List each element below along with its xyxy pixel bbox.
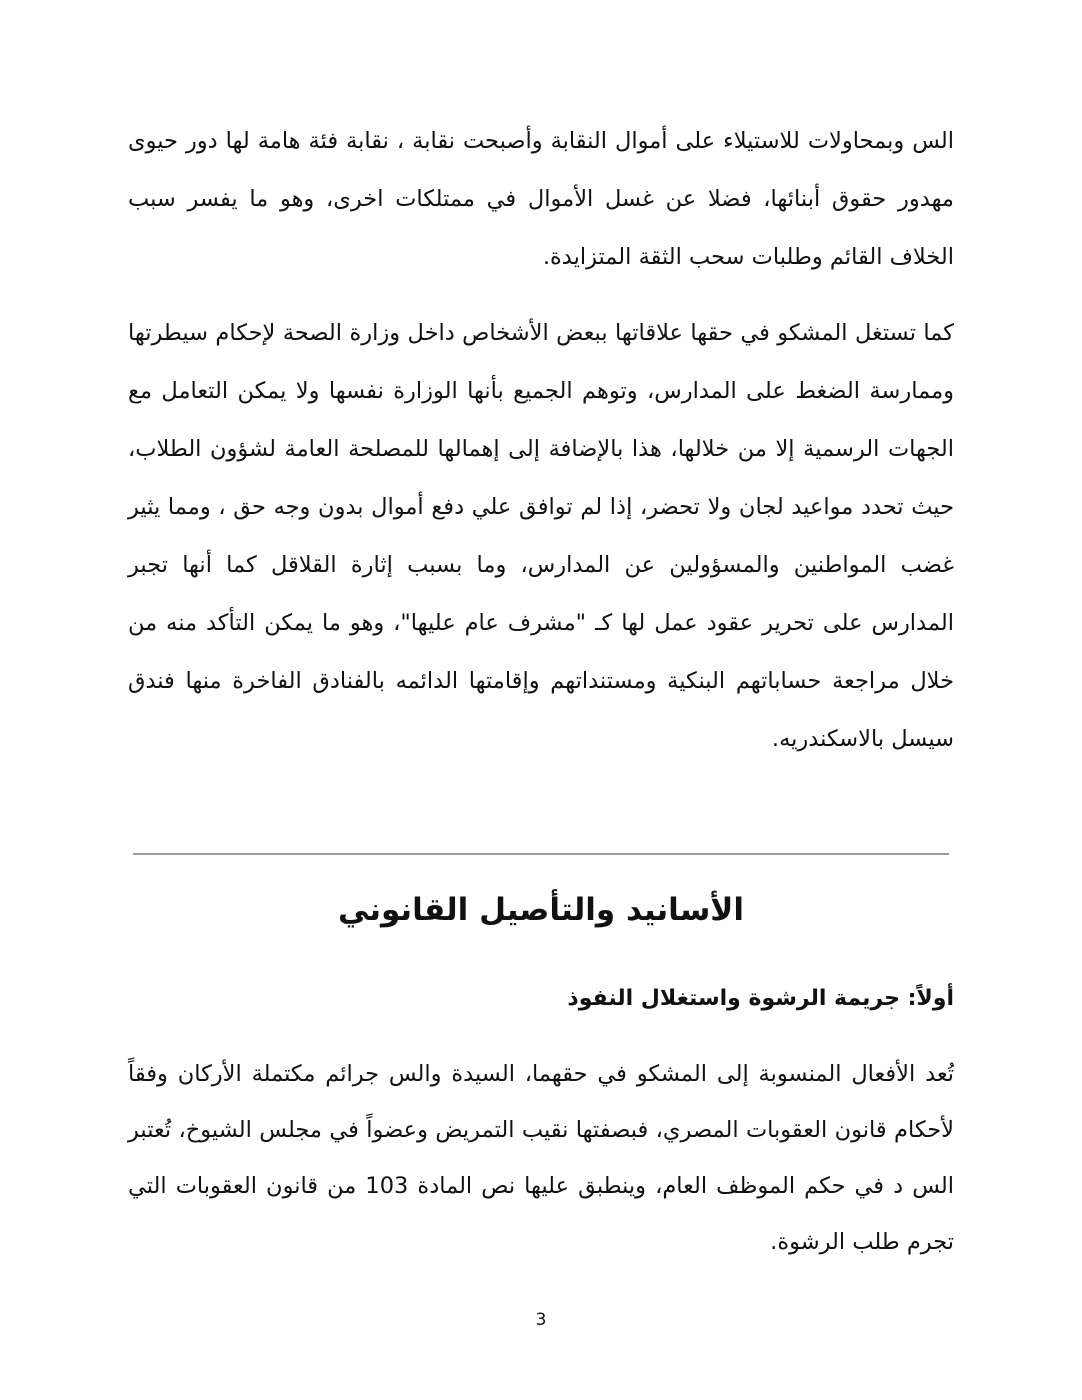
document-body <box>128 112 954 768</box>
section-body <box>128 1046 954 1270</box>
page-number: 3 <box>535 1310 547 1330</box>
section-title: الأسانيد والتأصيل القانوني <box>337 892 745 928</box>
paragraph-2: كما تستغل المشكو في حقها علاقاتها ببعض الأشخاص داخل وزارة الصحة لإحكام سيطرتها وممارسة الضغط على المدارس، وتوهم الجميع بأنها الوزارة نفسها ولا يمكن التعامل مع الجهات الرسمية إلا من خلالها، هذا بالإضافة إلى إهمالها للمصلحة العامة لشؤون الطلاب، حيث تحدد مواعيد لجان ولا تحضر، إذا لم توافق علي دفع أموال بدون وجه حق ، ومما يثير غضب المواطنين والمسؤولين عن المدارس، وما بسبب إثارة القلاقل كما أنها تجبر المدارس على تحرير عقود عمل لها كـ "مشرف عام عليها"، وهو ما يمكن التأكد منه من خلال مراجعة حساباتهم البنكية ومستنداتهم وإقامتها الدائمه بالفنادق الفاخرة منها فندق سيسل بالاسكندريه. <box>128 320 954 752</box>
section-subtitle: أولاً: جريمة الرشوة واستغلال النفوذ <box>567 986 954 1011</box>
section-paragraph: تُعد الأفعال المنسوبة إلى المشكو في حقهما، السيدة والس جرائم مكتملة الأركان وفقاً لأحكام قانون العقوبات المصري، فبصفتها نقيب التمريض وعضواً في مجلس الشيوخ، تُعتبر الس د في حكم الموظف العام، وينطبق عليها نص المادة 103 من قانون العقوبات التي تجرم طلب الرشوة. <box>128 1061 954 1255</box>
paragraph-1: الس وبمحاولات للاستيلاء على أموال النقابة وأصبحت نقابة ، نقابة فئة هامة لها دور حيوى مهدور حقوق أبنائها، فضلا عن غسل الأموال في ممتلكات اخرى، وهو ما يفسر سبب الخلاف القائم وطلبات سحب الثقة المتزايدة. <box>128 128 954 270</box>
section-divider <box>133 853 949 855</box>
